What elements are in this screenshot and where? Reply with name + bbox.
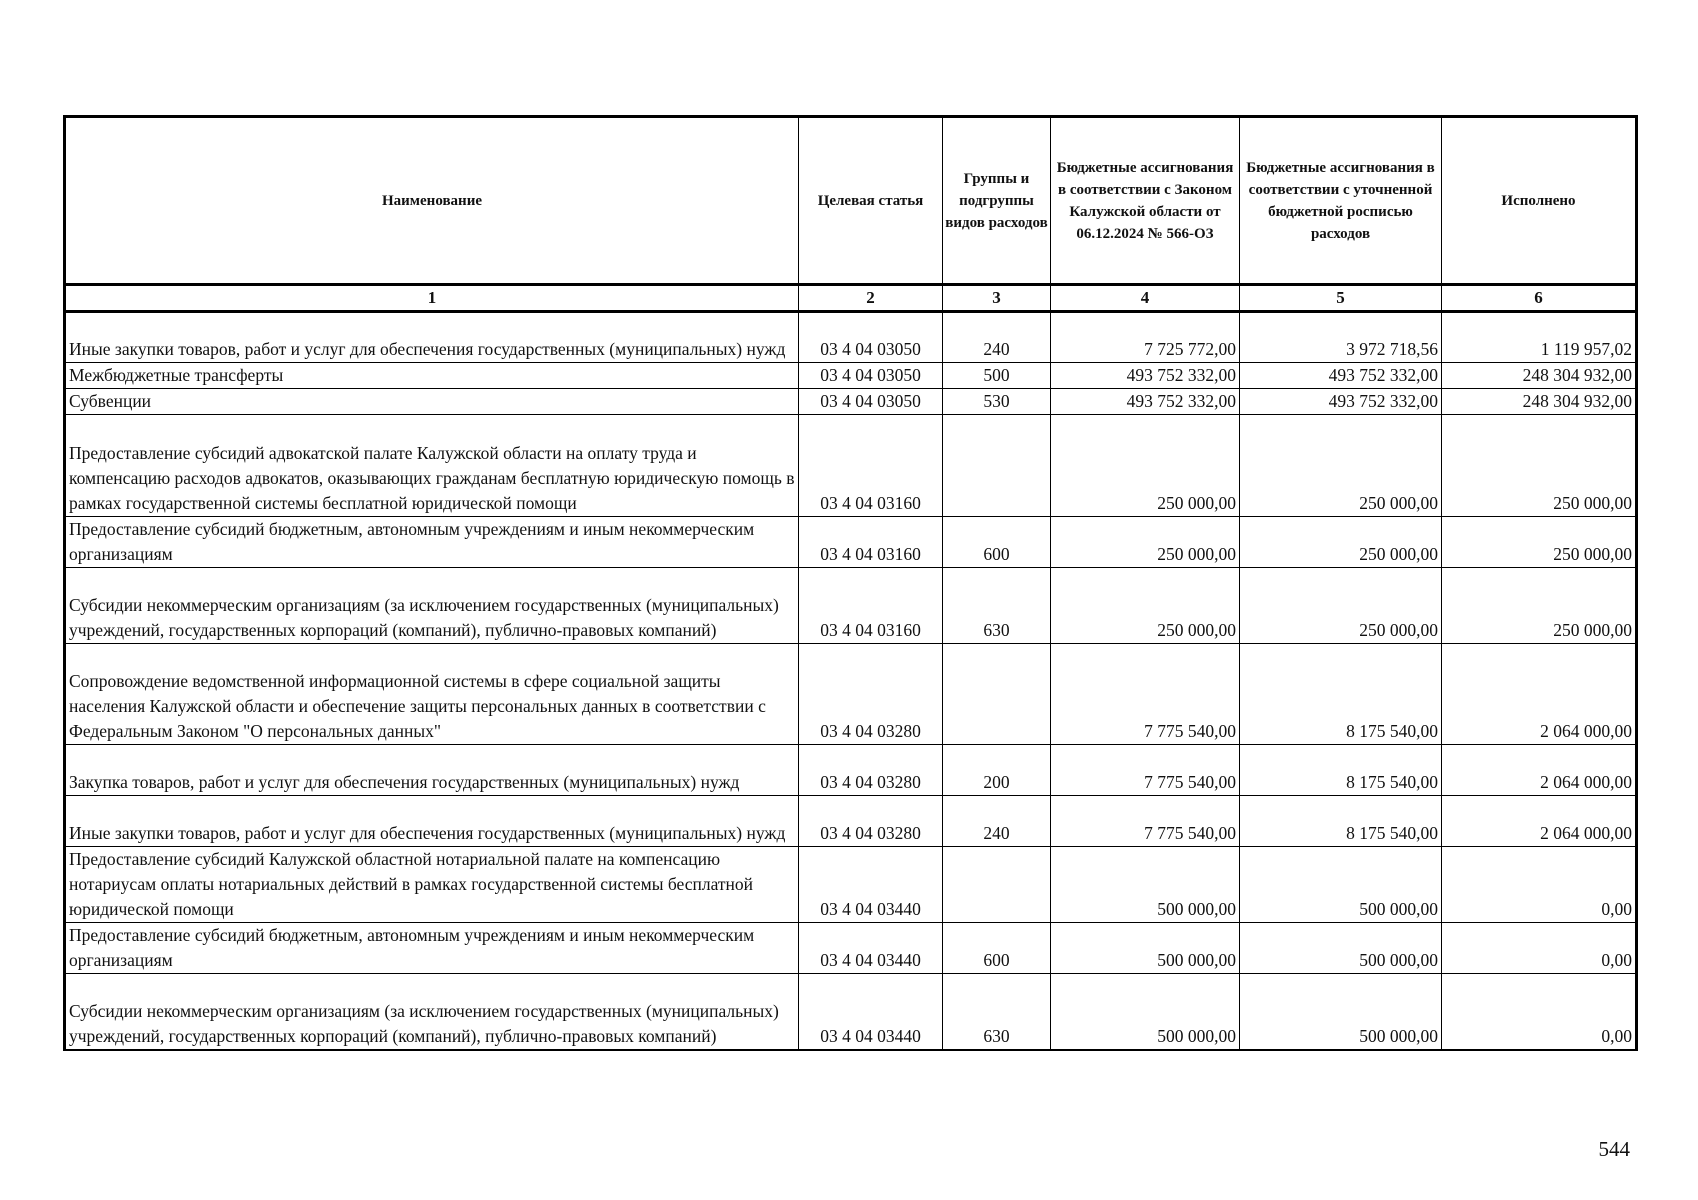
table-row <box>65 974 1637 1050</box>
header-executed: Исполнено <box>1442 117 1637 285</box>
row-expense-group: 240 <box>943 796 1051 847</box>
row-name: Предоставление субсидий Калужской областной нотариальной палате на компенсацию нотариусам оплаты нотариальных действий в рамках государственной системы бесплатной юридической помощи <box>65 847 799 923</box>
row-expense-group: 240 <box>943 312 1051 363</box>
row-law-allocation: 7 725 772,00 <box>1051 312 1240 363</box>
table-row <box>65 644 1637 745</box>
row-refined-allocation: 250 000,00 <box>1240 517 1442 568</box>
row-refined-allocation: 500 000,00 <box>1240 923 1442 974</box>
row-target-article: 03 4 04 03050 <box>799 389 943 415</box>
column-number: 6 <box>1442 285 1637 312</box>
row-executed: 248 304 932,00 <box>1442 363 1637 389</box>
header-law-allocation: Бюджетные ассигнования в соответствии с Законом Калужской области от 06.12.2024 № 566-ОЗ <box>1051 117 1240 285</box>
row-law-allocation: 7 775 540,00 <box>1051 796 1240 847</box>
row-name: Предоставление субсидий адвокатской палате Калужской области на оплату труда и компенсацию расходов адвокатов, оказывающих гражданам бесплатную юридическую помощь в рамках государственной системы бесплатной юридической помощи <box>65 415 799 517</box>
row-law-allocation: 250 000,00 <box>1051 517 1240 568</box>
table-row <box>65 796 1637 847</box>
row-expense-group: 630 <box>943 974 1051 1050</box>
table-row <box>65 847 1637 923</box>
row-target-article: 03 4 04 03160 <box>799 568 943 644</box>
row-name: Субсидии некоммерческим организациям (за исключением государственных (муниципальных) учреждений, государственных корпораций (компаний), публично-правовых компаний) <box>65 568 799 644</box>
row-expense-group: 530 <box>943 389 1051 415</box>
row-executed: 1 119 957,02 <box>1442 312 1637 363</box>
row-target-article: 03 4 04 03440 <box>799 974 943 1050</box>
column-number: 2 <box>799 285 943 312</box>
row-target-article: 03 4 04 03050 <box>799 312 943 363</box>
row-target-article: 03 4 04 03440 <box>799 847 943 923</box>
row-law-allocation: 7 775 540,00 <box>1051 644 1240 745</box>
table-row <box>65 568 1637 644</box>
row-law-allocation: 500 000,00 <box>1051 847 1240 923</box>
budget-table <box>63 115 1638 1051</box>
row-law-allocation: 500 000,00 <box>1051 974 1240 1050</box>
row-refined-allocation: 500 000,00 <box>1240 847 1442 923</box>
row-name: Предоставление субсидий бюджетным, автономным учреждениям и иным некоммерческим организациям <box>65 517 799 568</box>
column-number: 3 <box>943 285 1051 312</box>
row-expense-group: 630 <box>943 568 1051 644</box>
row-refined-allocation: 8 175 540,00 <box>1240 644 1442 745</box>
row-expense-group: 600 <box>943 923 1051 974</box>
row-name: Сопровождение ведомственной информационной системы в сфере социальной защиты населения Калужской области и обеспечение защиты персональных данных в соответствии с Федеральным Законом "О персональных данных" <box>65 644 799 745</box>
row-executed: 250 000,00 <box>1442 568 1637 644</box>
row-target-article: 03 4 04 03280 <box>799 796 943 847</box>
row-name: Субсидии некоммерческим организациям (за исключением государственных (муниципальных) учреждений, государственных корпораций (компаний), публично-правовых компаний) <box>65 974 799 1050</box>
row-name: Закупка товаров, работ и услуг для обеспечения государственных (муниципальных) нужд <box>65 745 799 796</box>
row-refined-allocation: 8 175 540,00 <box>1240 745 1442 796</box>
row-name: Предоставление субсидий бюджетным, автономным учреждениям и иным некоммерческим организациям <box>65 923 799 974</box>
row-refined-allocation: 3 972 718,56 <box>1240 312 1442 363</box>
row-executed: 0,00 <box>1442 974 1637 1050</box>
row-target-article: 03 4 04 03280 <box>799 644 943 745</box>
row-target-article: 03 4 04 03160 <box>799 415 943 517</box>
row-expense-group <box>943 415 1051 517</box>
table-row <box>65 415 1637 517</box>
row-name: Субвенции <box>65 389 799 415</box>
table-row <box>65 517 1637 568</box>
row-name: Межбюджетные трансферты <box>65 363 799 389</box>
row-target-article: 03 4 04 03280 <box>799 745 943 796</box>
column-number: 4 <box>1051 285 1240 312</box>
row-law-allocation: 493 752 332,00 <box>1051 389 1240 415</box>
header-name: Наименование <box>65 117 799 285</box>
row-refined-allocation: 493 752 332,00 <box>1240 389 1442 415</box>
row-expense-group: 200 <box>943 745 1051 796</box>
row-executed: 248 304 932,00 <box>1442 389 1637 415</box>
row-expense-group: 500 <box>943 363 1051 389</box>
header-row <box>65 117 1637 285</box>
table-row <box>65 745 1637 796</box>
row-refined-allocation: 500 000,00 <box>1240 974 1442 1050</box>
row-refined-allocation: 250 000,00 <box>1240 568 1442 644</box>
row-executed: 0,00 <box>1442 923 1637 974</box>
column-number-row <box>65 285 1637 312</box>
row-executed: 2 064 000,00 <box>1442 644 1637 745</box>
row-law-allocation: 7 775 540,00 <box>1051 745 1240 796</box>
header-target-article: Целевая статья <box>799 117 943 285</box>
table-row <box>65 389 1637 415</box>
row-refined-allocation: 250 000,00 <box>1240 415 1442 517</box>
row-executed: 250 000,00 <box>1442 415 1637 517</box>
row-law-allocation: 250 000,00 <box>1051 415 1240 517</box>
row-executed: 250 000,00 <box>1442 517 1637 568</box>
row-executed: 0,00 <box>1442 847 1637 923</box>
column-number: 5 <box>1240 285 1442 312</box>
page-number: 544 <box>1598 1137 1630 1161</box>
row-law-allocation: 500 000,00 <box>1051 923 1240 974</box>
row-target-article: 03 4 04 03050 <box>799 363 943 389</box>
row-target-article: 03 4 04 03440 <box>799 923 943 974</box>
row-executed: 2 064 000,00 <box>1442 796 1637 847</box>
row-executed: 2 064 000,00 <box>1442 745 1637 796</box>
row-refined-allocation: 8 175 540,00 <box>1240 796 1442 847</box>
row-expense-group <box>943 644 1051 745</box>
row-name: Иные закупки товаров, работ и услуг для обеспечения государственных (муниципальных) нужд <box>65 796 799 847</box>
row-law-allocation: 250 000,00 <box>1051 568 1240 644</box>
row-expense-group: 600 <box>943 517 1051 568</box>
column-number: 1 <box>65 285 799 312</box>
row-refined-allocation: 493 752 332,00 <box>1240 363 1442 389</box>
table-row <box>65 923 1637 974</box>
row-name: Иные закупки товаров, работ и услуг для обеспечения государственных (муниципальных) нужд <box>65 312 799 363</box>
table-row <box>65 363 1637 389</box>
row-law-allocation: 493 752 332,00 <box>1051 363 1240 389</box>
header-refined-allocation: Бюджетные ассигнования в соответствии с уточненной бюджетной росписью расходов <box>1240 117 1442 285</box>
header-expense-group: Группы и подгруппы видов расходов <box>943 117 1051 285</box>
table-row <box>65 312 1637 363</box>
row-target-article: 03 4 04 03160 <box>799 517 943 568</box>
row-expense-group <box>943 847 1051 923</box>
